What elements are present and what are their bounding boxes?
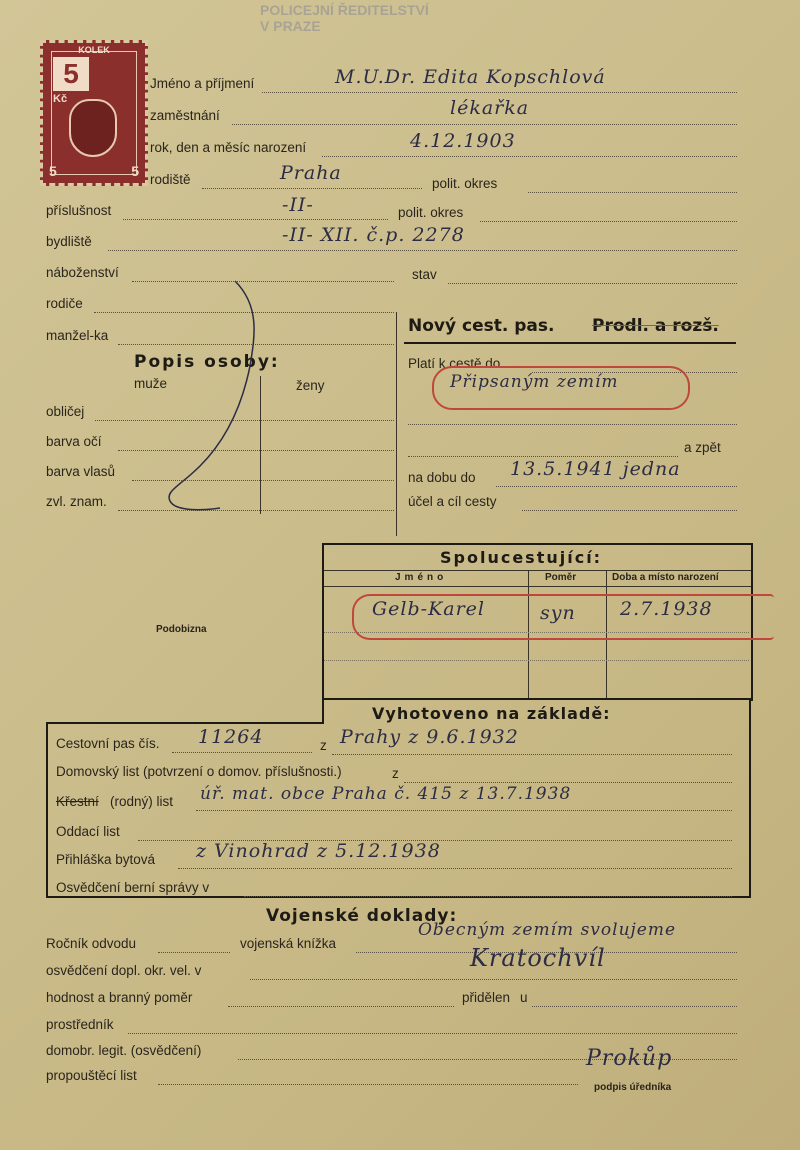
domicile-dots: [404, 782, 732, 783]
legion-label: domobr. legit. (osvědčení): [46, 1043, 202, 1058]
military-title: Vojenské doklady:: [266, 906, 458, 926]
tax-stamp-corner-right: 5: [131, 163, 139, 179]
companions-rule-1: [324, 570, 751, 571]
belonging-dots: [123, 219, 388, 220]
photo-label: Podobizna: [156, 624, 207, 635]
conscription-year-label: Ročník odvodu: [46, 936, 137, 951]
valid-dots-2: [408, 424, 737, 425]
year-dots: [158, 952, 230, 953]
marriage-label: Oddací list: [56, 824, 120, 839]
birth-cert-label: (rodný) list: [110, 794, 174, 809]
spouse-label: manžel-ka: [46, 328, 109, 343]
occupation-value: lékařka: [450, 97, 530, 119]
eye-color-label: barva očí: [46, 434, 102, 449]
new-passport-heading: Nový cest. pas.: [408, 316, 555, 336]
passport-from-value: Prahy z 9.6.1932: [340, 726, 519, 748]
rank-label: hodnost a branný poměr: [46, 990, 193, 1005]
companions-rule-2: [324, 586, 751, 587]
return-label: a zpět: [684, 440, 721, 455]
registration-dots: [178, 868, 732, 869]
basis-top-left-rule: [46, 722, 324, 724]
birth-cert-value: úř. mat. obce Praha č. 415 z 13.7.1938: [200, 784, 572, 804]
military-book-label: vojenská knížka: [240, 936, 337, 951]
tax-office-label: Osvědčení berní správy v: [56, 880, 210, 895]
birthplace-dots: [202, 188, 422, 189]
assigned-u-label: u: [520, 990, 528, 1005]
district-label: polit. okres: [432, 176, 498, 191]
companions-title: Spolucestující:: [440, 548, 603, 567]
birthplace-value: Praha: [280, 162, 342, 184]
tax-stamp: [40, 40, 148, 186]
birthplace-label: rodiště: [150, 172, 191, 187]
companion-relation: syn: [540, 602, 576, 624]
basis-top-rule: [324, 698, 751, 700]
purpose-dots: [522, 510, 737, 511]
passport-from-dots: [332, 754, 732, 755]
supplement-dots: [250, 979, 737, 980]
tax-office-dots: [244, 896, 732, 897]
passport-z-label: z: [320, 738, 327, 753]
district-dots: [528, 192, 737, 193]
basis-step: [322, 698, 324, 724]
description-col-women: ženy: [296, 378, 325, 393]
period-value: 13.5.1941 jedna: [510, 458, 681, 480]
crest-icon: [69, 99, 117, 157]
military-book-value: Obecným zemím svolujeme: [418, 920, 677, 940]
residence-label: bydliště: [46, 234, 92, 249]
intermediary-label: prostředník: [46, 1017, 114, 1032]
period-label: na dobu do: [408, 470, 476, 485]
name-dots: [262, 92, 737, 93]
status-dots: [448, 283, 737, 284]
bracket-stroke: [160, 276, 270, 526]
passport-no-dots: [172, 752, 312, 753]
basis-left-rule: [46, 722, 48, 898]
tax-stamp-top: KOLEK: [78, 45, 110, 55]
residence-dots: [108, 250, 737, 251]
return-dots: [408, 456, 678, 457]
basis-title: Vyhotoveno na základě:: [372, 704, 611, 723]
name-value: M.U.Dr. Edita Kopschlová: [335, 66, 606, 88]
parents-label: rodiče: [46, 296, 83, 311]
name-label: Jméno a příjmení: [150, 76, 255, 91]
registration-label: Přihláška bytová: [56, 852, 156, 867]
companions-header-name: Jméno: [395, 572, 448, 583]
assigned-label: přidělen: [462, 990, 511, 1005]
belonging-label: příslušnost: [46, 203, 112, 218]
residence-value: -II- XII. č.p. 2278: [282, 224, 465, 246]
discharge-dots: [158, 1084, 578, 1085]
religion-label: náboženství: [46, 265, 119, 280]
tax-stamp-currency: Kč: [53, 93, 68, 105]
passport-no-value: 11264: [198, 726, 264, 748]
belonging-value: -II-: [282, 194, 314, 216]
district2-dots: [480, 221, 737, 222]
official-signature: Prokůp: [586, 1046, 673, 1071]
companion-name: Gelb-Karel: [372, 598, 486, 620]
period-dots: [496, 486, 737, 487]
official-signature-label: podpis úředníka: [594, 1082, 672, 1093]
valid-value: Připsaným zemím: [450, 372, 619, 392]
supplement-cert-label: osvědčení dopl. okr. vel. v: [46, 963, 202, 978]
birthdate-value: 4.12.1903: [410, 130, 516, 152]
face-label: obličej: [46, 404, 85, 419]
passport-no-label: Cestovní pas čís.: [56, 736, 160, 751]
birth-cert-dots: [196, 810, 732, 811]
birthdate-label: rok, den a měsíc narození: [150, 140, 307, 155]
hair-color-label: barva vlasů: [46, 464, 116, 479]
domicile-z-label: z: [392, 766, 399, 781]
renewal-heading: Prodl. a rozš.: [592, 316, 719, 336]
signature-value: Kratochvíl: [470, 944, 606, 972]
baptism-label-struck: Křestní: [56, 794, 99, 809]
companions-header-birth: Doba a místo narození: [612, 572, 719, 583]
companions-row-line-2: [324, 660, 749, 661]
registration-value: z Vinohrad z 5.12.1938: [196, 840, 441, 862]
intermediary-dots: [128, 1033, 737, 1034]
district2-label: polit. okres: [398, 205, 464, 220]
faded-police-stamp: POLICEJNÍ ŘEDITELSTVÍ: [260, 2, 429, 18]
discharge-label: propouštěcí list: [46, 1068, 137, 1083]
tax-stamp-corner-left: 5: [49, 163, 57, 179]
description-title: Popis osoby:: [134, 352, 280, 372]
passport-section-divider: [396, 312, 397, 536]
passport-heading-rule: [404, 342, 736, 344]
valid-label: Platí k cestě do: [408, 356, 501, 371]
occupation-label: zaměstnání: [150, 108, 220, 123]
companions-header-relation: Poměr: [545, 572, 577, 583]
marks-label: zvl. znam.: [46, 494, 107, 509]
companion-birth: 2.7.1938: [620, 598, 713, 620]
domicile-label: Domovský list (potvrzení o domov. příslušnosti.): [56, 764, 342, 779]
description-col-men: muže: [134, 376, 168, 391]
u-dots: [532, 1006, 737, 1007]
purpose-label: účel a cíl cesty: [408, 494, 497, 509]
rank-dots: [228, 1006, 454, 1007]
faded-police-stamp-city: V PRAZE: [260, 18, 321, 34]
status-label: stav: [412, 267, 437, 282]
tax-stamp-value: 5: [53, 57, 89, 91]
occupation-dots: [232, 124, 737, 125]
birthdate-dots: [322, 156, 737, 157]
